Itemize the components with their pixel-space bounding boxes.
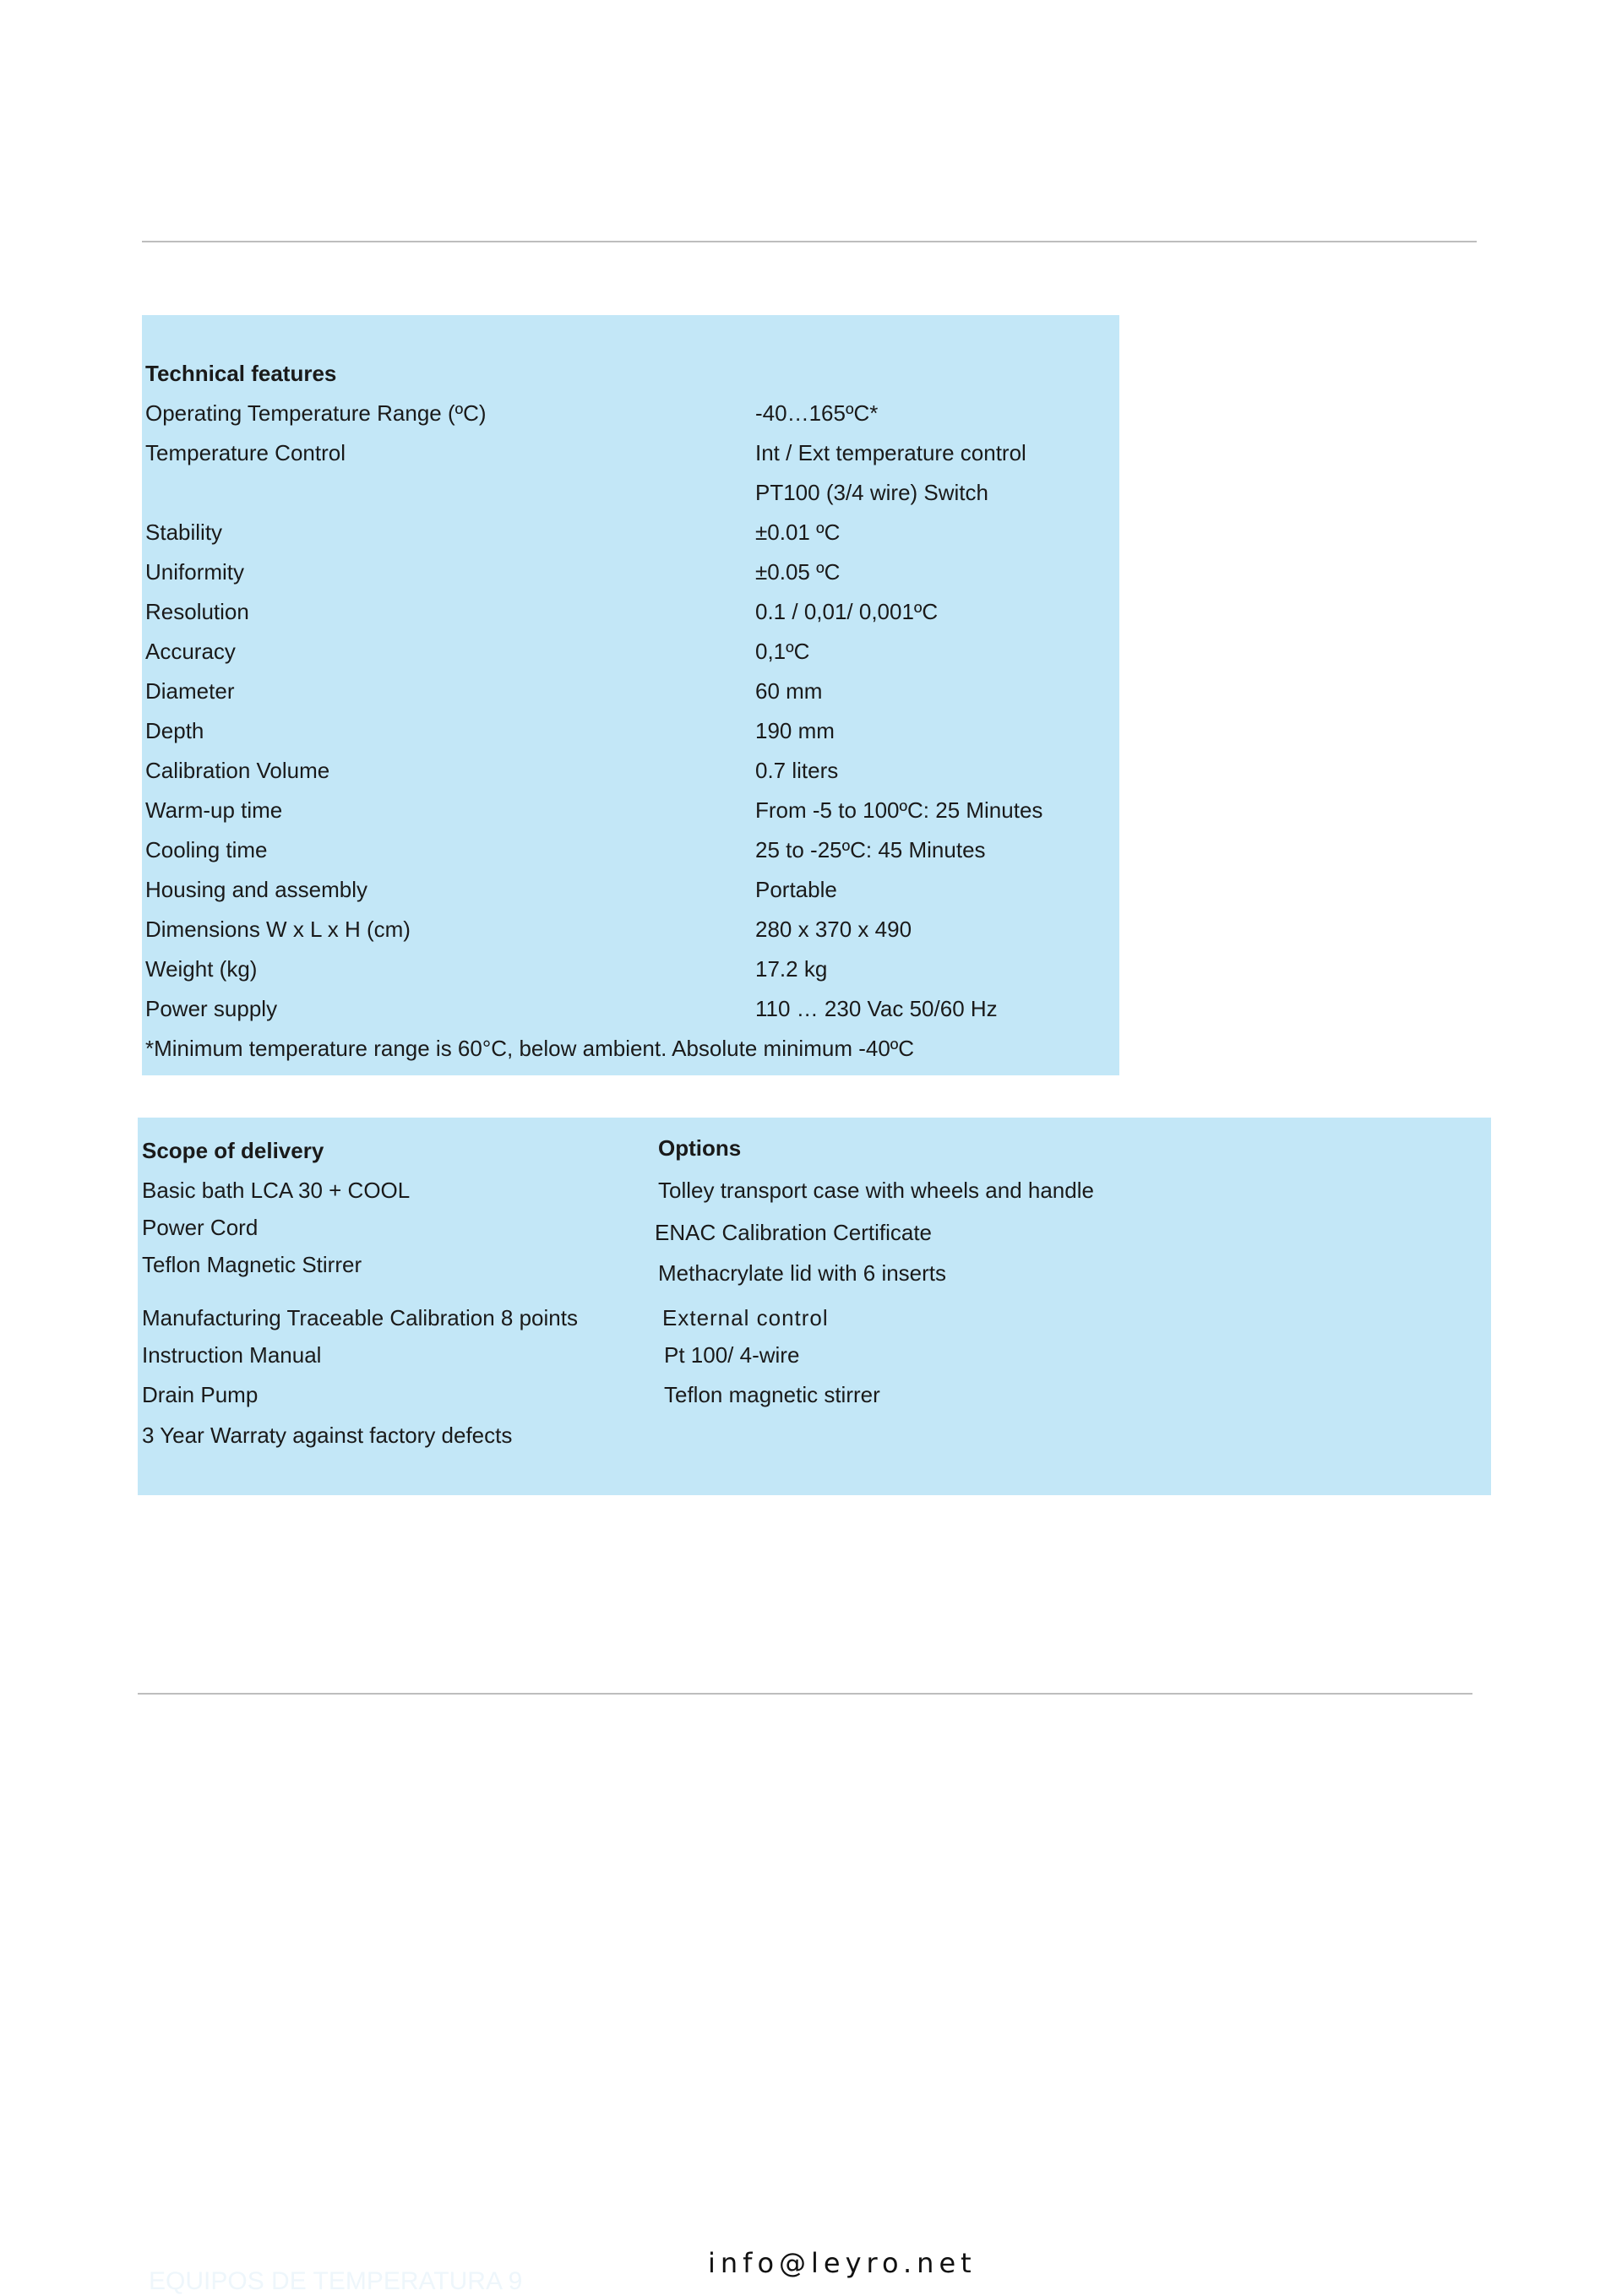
row-label: Temperature Control (145, 440, 346, 465)
row-value: From -5 to 100ºC: 25 Minutes (755, 797, 1043, 823)
table-row (145, 433, 1119, 473)
row-label: Depth (145, 718, 204, 743)
table-row (145, 473, 1119, 513)
table-row (145, 791, 1119, 830)
table-row (145, 910, 1119, 949)
footer-section-label: EQUIPOS DE TEMPERATURA 9 (149, 2267, 523, 2295)
table-row (145, 394, 1119, 433)
bottom-divider (138, 1693, 1472, 1695)
row-label: Diameter (145, 678, 235, 704)
row-value: 0.7 liters (755, 758, 839, 783)
list-item: Basic bath LCA 30 + COOL (142, 1178, 411, 1203)
footer-email: info@leyro.net (708, 2247, 977, 2279)
list-item: Manufacturing Traceable Calibration 8 points (142, 1305, 578, 1330)
row-value: ±0.05 ºC (755, 559, 841, 585)
row-value: Int / Ext temperature control (755, 440, 1026, 465)
row-label: Operating Temperature Range (ºC) (145, 400, 487, 426)
row-value: 25 to -25ºC: 45 Minutes (755, 837, 986, 862)
row-value: 17.2 kg (755, 956, 828, 982)
list-item: Tolley transport case with wheels and handle (658, 1178, 1094, 1203)
row-label: Accuracy (145, 639, 236, 664)
list-item: ENAC Calibration Certificate (655, 1220, 933, 1245)
table-row (145, 751, 1119, 791)
table-row (145, 870, 1119, 910)
row-label: Dimensions W x L x H (cm) (145, 917, 411, 942)
technical-features-table (142, 315, 1119, 1075)
row-label: Housing and assembly (145, 877, 368, 902)
row-label: Warm-up time (145, 797, 283, 823)
row-value: 190 mm (755, 718, 835, 743)
table-footnote-row (145, 1029, 1119, 1069)
row-label: Resolution (145, 599, 249, 624)
row-value: -40…165ºC* (755, 400, 879, 426)
table-row (145, 830, 1119, 870)
list-item: Methacrylate lid with 6 inserts (658, 1260, 947, 1286)
row-value: 0,1ºC (755, 639, 810, 664)
technical-features-header (145, 354, 1119, 394)
row-value: 280 x 370 x 490 (755, 917, 912, 942)
table-row (145, 949, 1119, 989)
list-item: Teflon Magnetic Stirrer (142, 1252, 362, 1277)
scope-of-delivery-title: Scope of delivery (142, 1138, 324, 1163)
list-item: Teflon magnetic stirrer (664, 1382, 880, 1407)
list-item: Instruction Manual (142, 1342, 322, 1368)
table-row (145, 513, 1119, 552)
options-title: Options (658, 1135, 742, 1161)
table-row (145, 552, 1119, 592)
table-row (145, 989, 1119, 1029)
row-value: 0.1 / 0,01/ 0,001ºC (755, 599, 939, 624)
list-item: External control (662, 1305, 829, 1330)
row-value: 60 mm (755, 678, 823, 704)
row-label: Power supply (145, 996, 278, 1021)
list-item: 3 Year Warraty against factory defects (142, 1423, 513, 1448)
list-item: Drain Pump (142, 1382, 259, 1407)
table-row (145, 632, 1119, 672)
row-value: 110 … 230 Vac 50/60 Hz (755, 996, 998, 1021)
technical-features-title: Technical features (145, 361, 337, 386)
top-divider (142, 241, 1477, 242)
list-item: Power Cord (142, 1215, 259, 1240)
row-label: Uniformity (145, 559, 245, 585)
table-row (145, 711, 1119, 751)
list-item: Pt 100/ 4-wire (664, 1342, 800, 1368)
scope-and-options-box (138, 1118, 1491, 1495)
row-value: Portable (755, 877, 837, 902)
row-value: ±0.01 ºC (755, 520, 841, 545)
row-label: Calibration Volume (145, 758, 330, 783)
table-row (145, 672, 1119, 711)
row-value: PT100 (3/4 wire) Switch (755, 480, 988, 505)
row-label: Cooling time (145, 837, 268, 862)
table-footnote: *Minimum temperature range is 60°C, below ambient. Absolute minimum -40ºC (145, 1036, 915, 1061)
row-label: Stability (145, 520, 223, 545)
row-label: Weight (kg) (145, 956, 258, 982)
table-row (145, 592, 1119, 632)
